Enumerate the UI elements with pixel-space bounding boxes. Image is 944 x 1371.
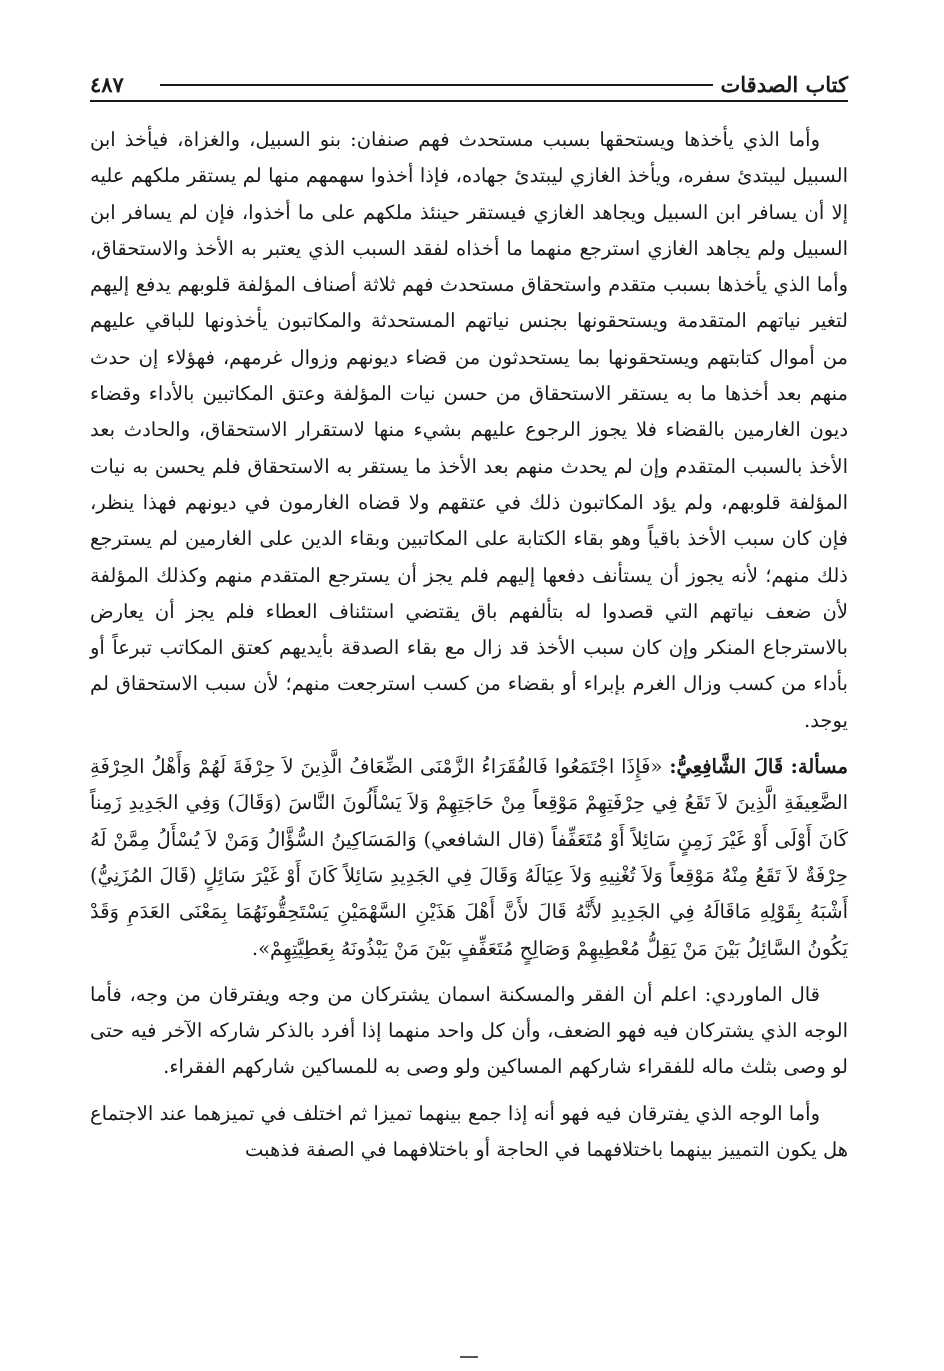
footer-mark [460, 1356, 478, 1358]
running-header [90, 60, 848, 102]
book-page [90, 60, 848, 1350]
masala-label: مسألة: قَالَ الشَّافِعِيُّ: [669, 755, 848, 779]
page-number: ٤٨٧ [90, 72, 132, 97]
masala-paragraph [90, 749, 848, 967]
masala-quote: «فَإِذَا اجْتَمَعُوا فَالفُقَرَاءُ الزَّمْنَى الضِّعَافُ الَّذِينَ لاَ حِرْفَةَ لَهُمْ وَأَهْلُ الحِرْفَةِ الضَّعِيفَةِ الَّذِينَ لاَ تَقَعُ فِي حِرْفَتِهِمْ مَوْقِعاً مِنْ حَاجَتِهِمْ وَلاَ يَسْأَلُونَ النَّاسَ (وَقَالَ) وَفِي الجَدِيدِ زَمِناً كَانَ أَوْلَى أَوْ غَيْرَ زَمِنٍ سَائِلاً أَوْ مُتَعَفِّفاً (قال الشافعي) وَالمَسَاكِينُ السُّؤَّالُ وَمَنْ لاَ يُسْأَلُ مِمَّنْ لَهُ حِرْفَةٌ لاَ تَقَعُ مِنْهُ مَوْقِعاً وَلاَ تُغْنِيهِ وَلاَ عِيَالَهُ وَقَالَ فِي الجَدِيدِ سَائِلاً كَانَ أَوْ غَيْرَ سَائِلٍ (قَالَ المُزَنِيُّ) أَشْبَهُ بِقَوْلِهِ مَاقَالَهُ فِي الجَدِيدِ لأَنَّهُ قَالَ لأَنَّ أَهْلَ هَذَيْنِ السَّهْمَيْنِ يَسْتَحِقُّونَهُمَا بِمَعْنَى العَدَمِ وَقَدْ يَكُونُ السَّائِلُ بَيْنَ مَنْ يَقِلُّ مُعْطِيهِمْ وَصَالِحٍ مُتَعَفِّفٍ بَيْنَ مَنْ يَبْذُونَهُ بِعَطِيَّتِهِمْ». [90, 755, 848, 960]
paragraph-intro: وأما الذي يأخذها ويستحقها بسبب مستحدث فهم صنفان: بنو السبيل، والغزاة، فيأخذ ابن السبيل ليبتدئ سفره، ويأخذ الغازي ليبتدئ جهاده، فإذا أخذوا سهمهم منها لم يستقر ملكهم عليه إلا أن يسافر ابن السبيل ويجاهد الغازي فيستقر حينئذ ملكهم على ما أخذوا، فإن لم يسافر ابن السبيل ولم يجاهد الغازي استرجع منهما ما أخذاه لفقد السبب الذي يعتبر به الأخذ والاستحقاق، وأما الذي يأخذها بسبب متقدم واستحقاق مستحدث فهم ثلاثة أصناف المؤلفة قلوبهم يدفع إليهم لتغير نياتهم المتقدمة ويستحقونها بجنس نياتهم المستحدثة والمكاتبون يأخذونها للباقي عليهم من أموال كتابتهم ويستحقونها بما يستحدثون من قضاء ديونهم وزوال غرمهم، فهؤلاء إن حدث منهم بعد أخذها ما به يستقر الاستحقاق من حسن نيات المؤلفة وعتق المكاتبين بالأداء وقضاء ديون الغارمين بالقضاء فلا يجوز الرجوع عليهم بشيء منها لاستقرار الاستحقاق، والحادث بعد الأخذ بالسبب المتقدم وإن لم يحدث منهم بعد الأخذ ما يستقر به الاستحقاق فلم يحسن به نيات المؤلفة قلوبهم، ولم يؤد المكاتبون ذلك في عتقهم ولا قضاه الغارمون في ديونهم فهذا ينظر، فإن كان سبب الأخذ باقياً وهو بقاء الكتابة على المكاتبين وبقاء الدين على الغارمين لم يسترجع ذلك منهم؛ لأنه يجوز أن يستأنف دفعها إليهم فلم يجز أن يسترجع المتقدم منهم وكذلك المؤلفة لأن ضعف نياتهم التي قصدوا له بتألفهم باق يقتضي استئناف العطاء فلم يجز أن يعارض بالاسترجاع المنكر وإن كان سبب الأخذ قد زال مع بقاء الصدقة بأيديهم كعتق المكاتب تبرعاً أو بأداء من كسب وزال الغرم بإبراء أو بقضاء من كسب استرجعت منهم؛ لأن سبب الاستحقاق لم يوجد. [90, 128, 849, 732]
chapter-title: كتاب الصدقات [713, 72, 849, 97]
mawardi-paragraph-2: وأما الوجه الذي يفترقان فيه فهو أنه إذا جمع بينهما تميزا ثم اختلف في تميزهما عند الاجتماع هل يكون التمييز بينهما باختلافهما في الحاجة أو باختلافهما في الصفة فذهبت [90, 1101, 848, 1162]
mawardi-paragraph-1: قال الماوردي: اعلم أن الفقر والمسكنة اسمان يشتركان من وجه ويفترقان من وجه، فأما الوجه الذي يشتركان فيه فهو الضعف، وأن كل واحد منهما إذا أفرد بالذكر شاركه الآخر فيه حتى لو وصى بثلث ماله للفقراء شاركهم المساكين ولو وصى به للمساكين شاركهم الفقراء. [90, 982, 848, 1079]
page-body [90, 122, 848, 1168]
header-rule [160, 84, 738, 86]
